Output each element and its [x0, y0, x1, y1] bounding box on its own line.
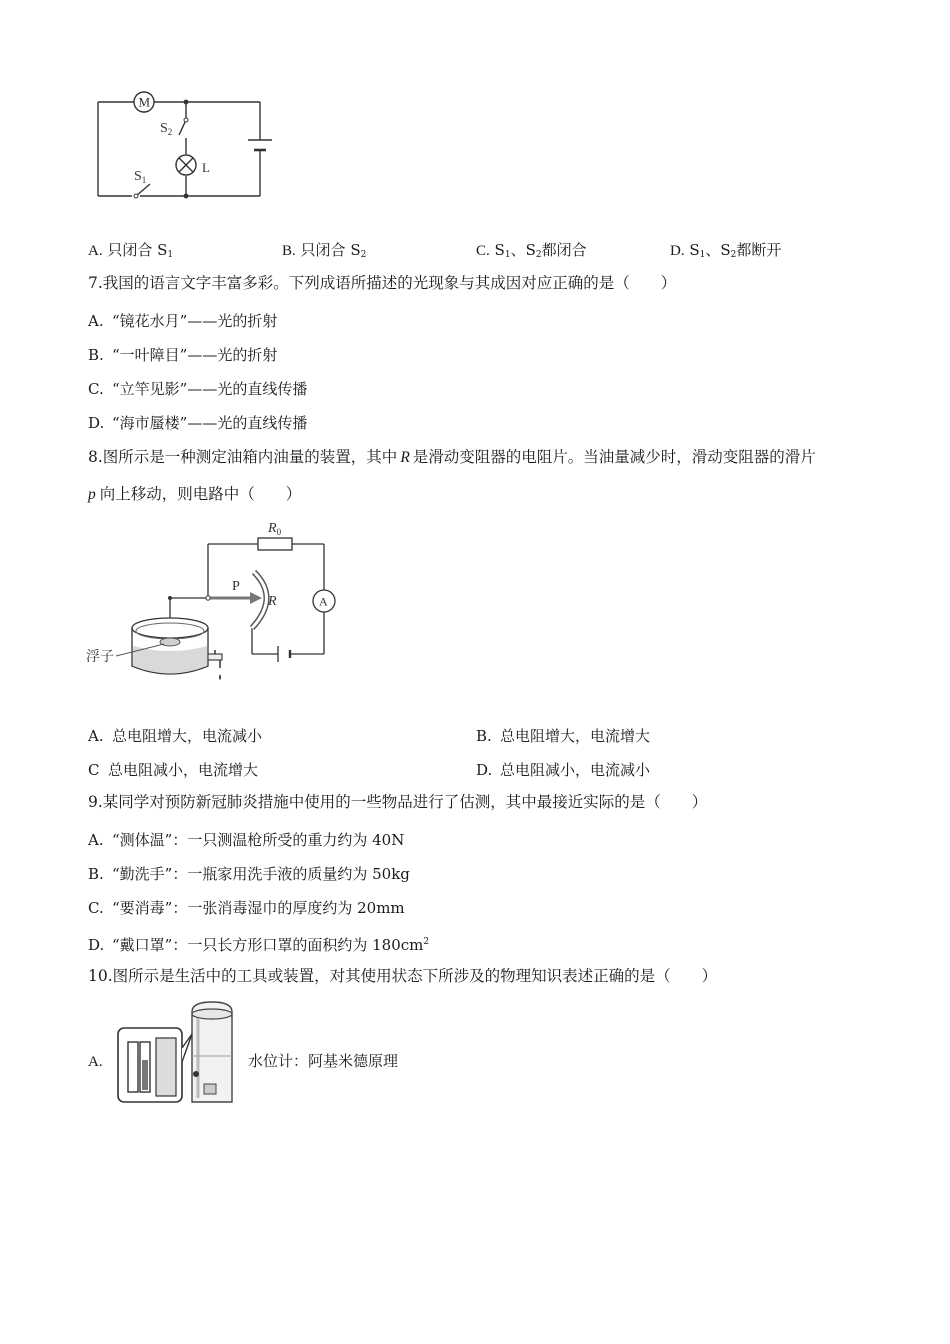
q8-option-a	[88, 726, 262, 746]
question-text: 某同学对预防新冠肺炎措施中使用的一些物品进行了估测，其中最接近实际的是（ ）	[102, 793, 708, 811]
option-text: 总电阻增大，电流增大	[500, 727, 651, 745]
question-number: 8.	[88, 448, 103, 466]
question-text: 向上移动，则电路中（ ）	[99, 485, 302, 503]
option-text: “立竿见影”——光的直线传播	[112, 380, 308, 398]
float-label: 浮子	[86, 650, 114, 665]
option-text: S	[494, 241, 505, 259]
lamp-label: L	[202, 160, 210, 175]
q6-option-a	[88, 240, 173, 265]
subscript: 1	[504, 250, 511, 260]
option-text: 总电阻减小，电流增大	[108, 761, 259, 779]
option-letter: B.	[282, 243, 296, 259]
option-text: 只闭合 S	[300, 241, 361, 259]
q9-option-b	[88, 864, 410, 884]
ammeter-label: A	[319, 594, 328, 609]
q6-option-c	[476, 240, 587, 265]
q7-option-c	[88, 379, 307, 399]
q9-stem	[88, 792, 707, 812]
subscript: 1	[167, 250, 174, 260]
option-letter: D.	[670, 243, 685, 259]
q9-option-d	[88, 932, 429, 955]
q8-oil-gauge-diagram	[84, 516, 344, 686]
r0-label: R	[268, 521, 277, 536]
option-letter: D.	[476, 761, 493, 779]
option-letter: C.	[88, 380, 104, 398]
option-text: 总电阻增大，电流减小	[112, 727, 263, 745]
question-text: 图所示是生活中的工具或装置，对其使用状态下所涉及的物理知识表述正确的是（ ）	[112, 967, 718, 985]
svg-text:S1	[134, 169, 146, 185]
svg-text:R0	[267, 521, 282, 537]
s2-label: S	[160, 121, 168, 136]
svg-text:S2	[160, 121, 172, 137]
option-letter: A.	[88, 243, 103, 259]
q7-stem	[88, 273, 676, 293]
variable-p: p	[88, 486, 96, 503]
question-number: 9.	[88, 793, 103, 811]
option-letter: B.	[88, 346, 104, 364]
q8-option-d	[476, 760, 650, 780]
option-letter: C.	[88, 899, 104, 917]
option-text: 都闭合	[541, 241, 587, 259]
superscript: 2	[423, 937, 430, 947]
q10-option-a-letter: A.	[88, 1054, 103, 1070]
q10-stem	[88, 966, 717, 986]
q9-option-a	[88, 830, 404, 850]
q8-stem-line1	[88, 447, 816, 468]
variable-r: R	[400, 449, 410, 466]
option-letter: A.	[88, 312, 104, 330]
q6-circuit-diagram	[92, 88, 282, 208]
option-text: “要消毒”：一张消毒湿巾的厚度约为 20mm	[112, 899, 405, 917]
q7-option-b	[88, 345, 277, 365]
subscript: 2	[360, 250, 367, 260]
option-text: “戴口罩”：一只长方形口罩的面积约为 180cm	[112, 936, 424, 954]
q6-option-b	[282, 240, 366, 265]
s1-subscript: 1	[141, 175, 147, 185]
motor-label: M	[138, 94, 151, 110]
question-text: 我国的语言文字丰富多彩。下列成语所描述的光现象与其成因对应正确的是（ ）	[102, 274, 677, 292]
q8-option-b	[476, 726, 650, 746]
option-letter: B.	[476, 727, 492, 745]
r0-subscript: 0	[276, 527, 282, 537]
option-letter: C	[88, 761, 100, 779]
option-text: 只闭合 S	[107, 241, 168, 259]
question-text: 是滑动变阻器的电阻片。当油量减少时，滑动变阻器的滑片	[412, 448, 816, 466]
option-text: 总电阻减小，电流减小	[500, 761, 651, 779]
q10-option-a-text: 水位计：阿基米德原理	[248, 1052, 399, 1070]
s2-subscript: 2	[167, 127, 173, 137]
subscript: 2	[730, 250, 737, 260]
option-text: “海市蜃楼”——光的直线传播	[112, 414, 308, 432]
option-letter: C.	[476, 243, 490, 259]
question-text: 图所示是一种测定油箱内油量的装置，其中	[102, 448, 398, 466]
option-letter: A.	[88, 727, 104, 745]
q6-option-d	[670, 240, 781, 265]
q8-option-c	[88, 760, 258, 780]
s1-label: S	[134, 169, 142, 184]
option-text: “勤洗手”：一瓶家用洗手液的质量约为 50kg	[112, 865, 410, 883]
question-number: 7.	[88, 274, 103, 292]
option-letter: B.	[88, 865, 104, 883]
option-text: 、S	[510, 241, 536, 259]
q7-option-a	[88, 311, 277, 331]
option-letter: D.	[88, 936, 105, 954]
question-number: 10.	[88, 967, 113, 985]
option-text: “镜花水月”——光的折射	[112, 312, 278, 330]
resistor-r-label: R	[268, 594, 277, 609]
option-text: 都断开	[736, 241, 782, 259]
subscript: 2	[535, 250, 542, 260]
slider-p-label: P	[232, 579, 240, 594]
option-text: “测体温”：一只测温枪所受的重力约为 40N	[112, 831, 405, 849]
option-letter: A.	[88, 831, 104, 849]
q9-option-c	[88, 898, 405, 918]
q10-water-gauge-image	[112, 998, 242, 1108]
q7-option-d	[88, 413, 307, 433]
option-letter: D.	[88, 414, 105, 432]
option-text: S	[689, 241, 700, 259]
q8-stem-line2	[88, 484, 301, 505]
option-text: 、S	[705, 241, 731, 259]
option-text: “一叶障目”——光的折射	[112, 346, 278, 364]
subscript: 1	[699, 250, 706, 260]
